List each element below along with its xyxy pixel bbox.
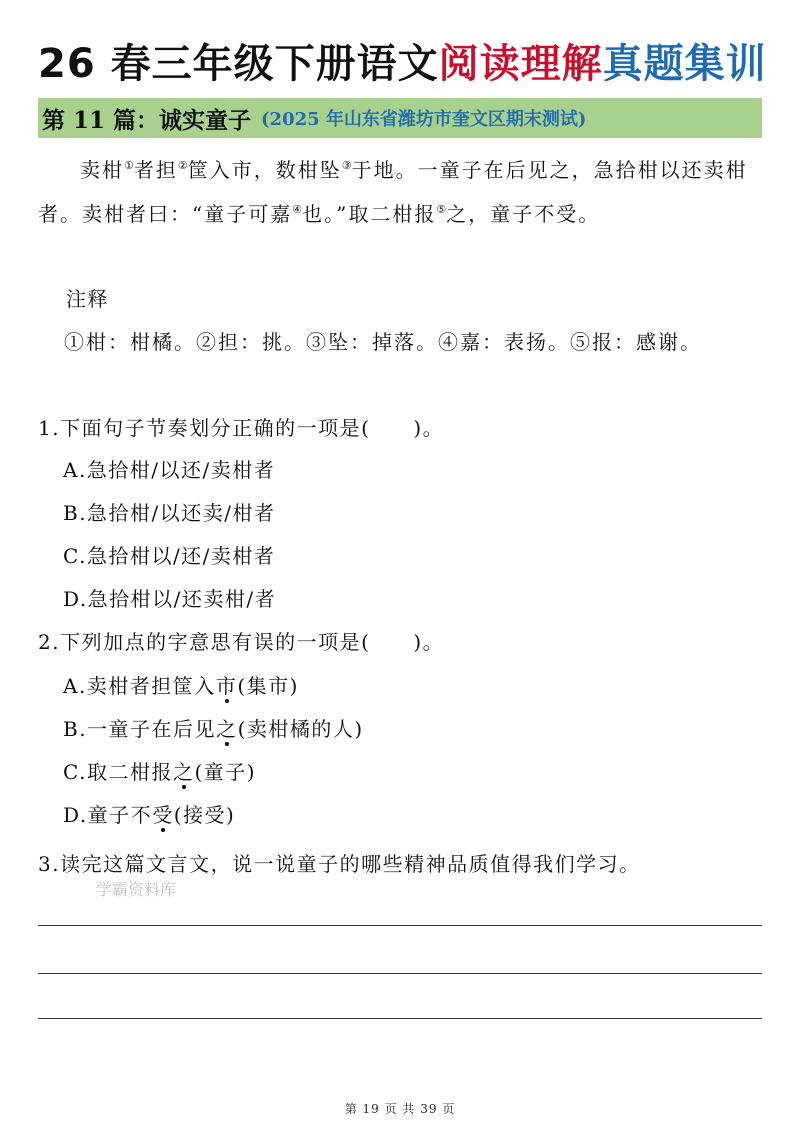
question-2-stem: 2.下列加点的字意思有误的一项是( )。 bbox=[38, 630, 445, 654]
question-3-stem: 3.读完这篇文言文，说一说童子的哪些精神品质值得我们学习。 bbox=[38, 852, 641, 876]
note-marker: ⑤ bbox=[436, 203, 447, 216]
note-marker: ④ bbox=[292, 203, 303, 216]
dotted-char: 受 bbox=[152, 803, 174, 827]
question-1-stem: 1.下面句子节奏划分正确的一项是( )。 bbox=[38, 416, 445, 440]
dotted-char: 之 bbox=[172, 760, 195, 784]
notes-heading: 注释 bbox=[66, 287, 109, 311]
question-1-option-a: A.急拾柑/以还/卖柑者 bbox=[63, 458, 276, 482]
note-marker: ③ bbox=[341, 159, 352, 172]
question-2-option-b: B.一童子在后见之(卖柑橘的人) bbox=[63, 717, 364, 741]
section-source: (2025 年山东省潍坊市奎文区期末测试) bbox=[261, 109, 587, 130]
title-black: 26 春三年级下册语文 bbox=[38, 41, 439, 87]
note-marker: ② bbox=[177, 159, 188, 172]
passage: 卖柑①者担②筐入市，数柑坠③于地。一童子在后见之，急拾柑以还卖柑者。卖柑者曰：“童子可嘉④也。”取二柑报⑤之，童子不受。 bbox=[38, 158, 748, 226]
question-1-option-c: C.急拾柑以/还/卖柑者 bbox=[63, 544, 276, 568]
page-number: 第 19 页 共 39 页 bbox=[344, 1102, 456, 1116]
watermark: 学霸资料库 bbox=[96, 880, 177, 899]
answer-line[interactable] bbox=[38, 1018, 762, 1019]
notes-text: ①柑：柑橘。②担：挑。③坠：掉落。④嘉：表扬。⑤报：感谢。 bbox=[64, 330, 702, 354]
question-1-option-b: B.急拾柑/以还卖/柑者 bbox=[63, 501, 276, 525]
question-2-option-a: A.卖柑者担筐入市(集市) bbox=[63, 674, 299, 698]
question-2-option-c: C.取二柑报之(童子) bbox=[63, 760, 257, 784]
title-blue: 真题集训 bbox=[602, 41, 767, 87]
answer-line[interactable] bbox=[38, 973, 762, 974]
note-marker: ① bbox=[124, 159, 134, 172]
answer-line[interactable] bbox=[38, 925, 762, 926]
question-2-option-d: D.童子不受(接受) bbox=[63, 803, 236, 827]
dotted-char: 之 bbox=[216, 717, 238, 741]
section-banner bbox=[38, 98, 762, 138]
dotted-char: 市 bbox=[215, 674, 238, 698]
section-heading: 第 11 篇：诚实童子 bbox=[42, 106, 252, 134]
question-1-option-d: D.急拾柑以/还卖柑/者 bbox=[63, 587, 277, 611]
title-red: 阅读理解 bbox=[438, 41, 603, 87]
page-title bbox=[38, 38, 778, 90]
